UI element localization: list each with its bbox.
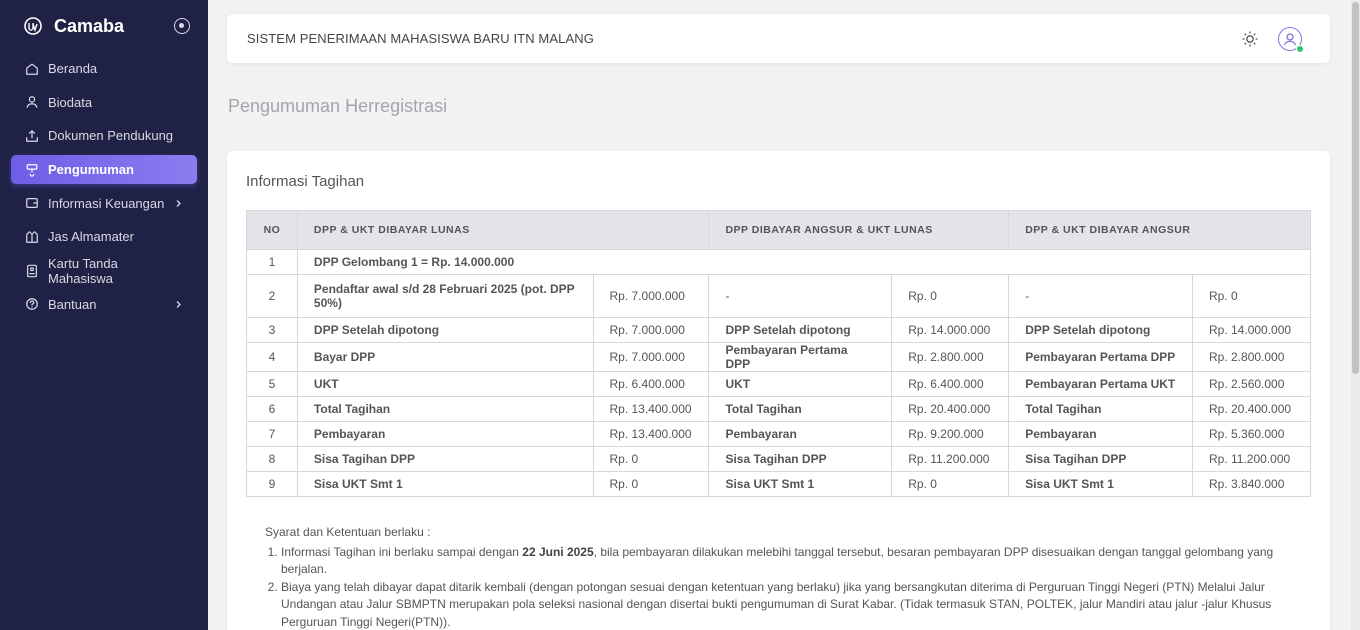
lunas-amount: Rp. 7.000.000 [593,275,709,318]
angsur-amount: Rp. 5.360.000 [1193,422,1311,447]
header-angsur: DPP & UKT DIBAYAR ANGSUR [1009,211,1311,250]
chevron-right-icon [173,299,183,309]
row-no: 2 [247,275,298,318]
user-icon [25,95,39,109]
table-row [247,422,1311,447]
lunas-amount: Rp. 6.400.000 [593,372,709,397]
row-no: 8 [247,447,298,472]
angsur-amount: Rp. 14.000.000 [1193,318,1311,343]
home-icon [25,62,39,76]
row-no: 9 [247,472,298,497]
angsur-item: Pembayaran Pertama DPP [1009,343,1193,372]
angsur-ukt-lunas-item: - [709,275,892,318]
row-no: 7 [247,422,298,447]
table-row [247,372,1311,397]
jacket-icon [25,230,39,244]
brand-name: Camaba [54,15,125,36]
sidebar-item-label: Informasi Keuangan [48,195,165,211]
announcement-icon [25,163,39,177]
angsur-item: - [1009,275,1193,318]
sidebar-item-biodata[interactable] [11,88,197,117]
angsur-amount: Rp. 20.400.000 [1193,397,1311,422]
angsur-item: Sisa Tagihan DPP [1009,447,1193,472]
angsur-amount: Rp. 3.840.000 [1193,472,1311,497]
lunas-amount: Rp. 7.000.000 [593,318,709,343]
row-no: 4 [247,343,298,372]
sidebar-item-pengumuman[interactable] [11,155,197,184]
sidebar-item-kartu-tanda-mahasiswa[interactable] [11,256,197,285]
angsur-ukt-lunas-amount: Rp. 20.400.000 [892,397,1009,422]
angsur-item: Sisa UKT Smt 1 [1009,472,1193,497]
terms-item-text: , bila pembayaran dilakukan melebihi tanggal tersebut, besaran pembayaran DPP disesuaikan dengan tanggal gelombang yang berjalan. [281,544,1274,576]
angsur-ukt-lunas-item: Sisa Tagihan DPP [709,447,892,472]
lunas-amount: Rp. 7.000.000 [593,343,709,372]
header-angsur-ukt-lunas: DPP DIBAYAR ANGSUR & UKT LUNAS [709,211,1009,250]
id-card-icon [25,264,39,278]
header-lunas: DPP & UKT DIBAYAR LUNAS [297,211,709,250]
terms-item-text: Informasi Tagihan ini berlaku sampai dengan [281,544,523,559]
gelombang-info: DPP Gelombang 1 = Rp. 14.000.000 [297,250,1310,275]
wallet-icon [25,196,39,210]
angsur-amount: Rp. 2.560.000 [1193,372,1311,397]
terms-item [281,544,1305,579]
sidebar-item-informasi-keuangan[interactable] [11,189,197,218]
angsur-ukt-lunas-item: UKT [709,372,892,397]
sidebar-item-jas-almamater[interactable] [11,222,197,251]
row-no: 1 [247,250,298,275]
lunas-amount: Rp. 13.400.000 [593,397,709,422]
table-row [247,318,1311,343]
card-title: Informasi Tagihan [246,173,365,190]
header-no: NO [247,211,298,250]
lunas-item: DPP Setelah dipotong [297,318,593,343]
upload-icon [25,129,39,143]
logo-icon [22,15,44,37]
app-title: SISTEM PENERIMAAN MAHASISWA BARU ITN MALANG [247,31,594,46]
sidebar-item-beranda[interactable] [11,54,197,83]
angsur-ukt-lunas-amount: Rp. 0 [892,472,1009,497]
angsur-ukt-lunas-item: Pembayaran Pertama DPP [709,343,892,372]
table-header-row [247,211,1311,250]
angsur-ukt-lunas-amount: Rp. 0 [892,275,1009,318]
help-icon [25,297,39,311]
avatar[interactable] [1278,27,1302,51]
lunas-amount: Rp. 0 [593,472,709,497]
table-row [247,447,1311,472]
lunas-item: Sisa Tagihan DPP [297,447,593,472]
angsur-ukt-lunas-amount: Rp. 6.400.000 [892,372,1009,397]
page-title: Pengumuman Herregistrasi [228,96,448,116]
online-status-dot [1296,45,1304,53]
angsur-ukt-lunas-amount: Rp. 14.000.000 [892,318,1009,343]
sidebar-item-label: Beranda [48,61,98,76]
terms [265,524,1305,630]
lunas-item: Total Tagihan [297,397,593,422]
angsur-ukt-lunas-amount: Rp. 9.200.000 [892,422,1009,447]
billing-table [246,210,1311,497]
angsur-ukt-lunas-item: Sisa UKT Smt 1 [709,472,892,497]
lunas-item: Pendaftar awal s/d 28 Februari 2025 (pot. DPP 50%) [297,275,593,318]
angsur-ukt-lunas-item: Total Tagihan [709,397,892,422]
sidebar-toggle-icon[interactable] [174,18,190,34]
angsur-item: DPP Setelah dipotong [1009,318,1193,343]
lunas-amount: Rp. 0 [593,447,709,472]
sidebar-item-dokumen-pendukung[interactable] [11,121,197,150]
table-row [247,472,1311,497]
angsur-item: Pembayaran Pertama UKT [1009,372,1193,397]
lunas-item: Bayar DPP [297,343,593,372]
angsur-item: Pembayaran [1009,422,1193,447]
theme-toggle-icon[interactable] [1240,29,1260,49]
sidebar-item-label: Kartu Tanda Mahasiswa [48,255,118,286]
angsur-ukt-lunas-item: DPP Setelah dipotong [709,318,892,343]
table-row [247,275,1311,318]
sidebar-item-label: Jas Almamater [48,229,134,245]
angsur-amount: Rp. 11.200.000 [1193,447,1311,472]
table-row [247,397,1311,422]
lunas-item: Sisa UKT Smt 1 [297,472,593,497]
angsur-item: Total Tagihan [1009,397,1193,422]
row-no: 6 [247,397,298,422]
sidebar-item-bantuan[interactable] [11,290,197,319]
row-no: 3 [247,318,298,343]
sidebar [0,0,208,630]
terms-item-text: Biaya yang telah dibayar dapat ditarik kembali (dengan potongan sesuai dengan ketentuan yang berlaku) jika yang bersangkutan diterima di Perguruan Tinggi Negeri (PTN) Melalui Jalur Undangan atau Jalur SBMPTN merupakan pola seleksi nasional dengan disertai bukti pengumuman di Surat Kabar. (Tidak termasuk STAN, POLTEK, jalur Mandiri atau jalur -jalur Khusus Perguruan Tinggi Negeri(PTN)). [281,579,1272,629]
sidebar-item-label: Biodata [48,94,93,110]
billing-card [227,151,1330,630]
angsur-amount: Rp. 0 [1193,275,1311,318]
topbar [227,14,1330,63]
angsur-amount: Rp. 2.800.000 [1193,343,1311,372]
sidebar-item-label: Pengumuman [48,162,134,178]
angsur-ukt-lunas-amount: Rp. 11.200.000 [892,447,1009,472]
scrollbar-thumb[interactable] [1352,2,1359,374]
chevron-right-icon [173,198,183,208]
lunas-item: Pembayaran [297,422,593,447]
terms-list [281,544,1305,630]
sidebar-item-label: Bantuan [48,296,97,312]
brand [0,0,208,52]
angsur-ukt-lunas-item: Pembayaran [709,422,892,447]
terms-item [281,579,1305,630]
terms-deadline-date: 22 Juni 2025 [522,544,594,559]
angsur-ukt-lunas-amount: Rp. 2.800.000 [892,343,1009,372]
sidebar-item-label: Dokumen Pendukung [48,128,174,144]
table-row [247,250,1311,275]
table-row [247,343,1311,372]
lunas-item: UKT [297,372,593,397]
page-scrollbar[interactable] [1351,0,1360,630]
sidebar-menu [0,54,208,319]
lunas-amount: Rp. 13.400.000 [593,422,709,447]
terms-heading: Syarat dan Ketentuan berlaku : [265,525,431,539]
row-no: 5 [247,372,298,397]
